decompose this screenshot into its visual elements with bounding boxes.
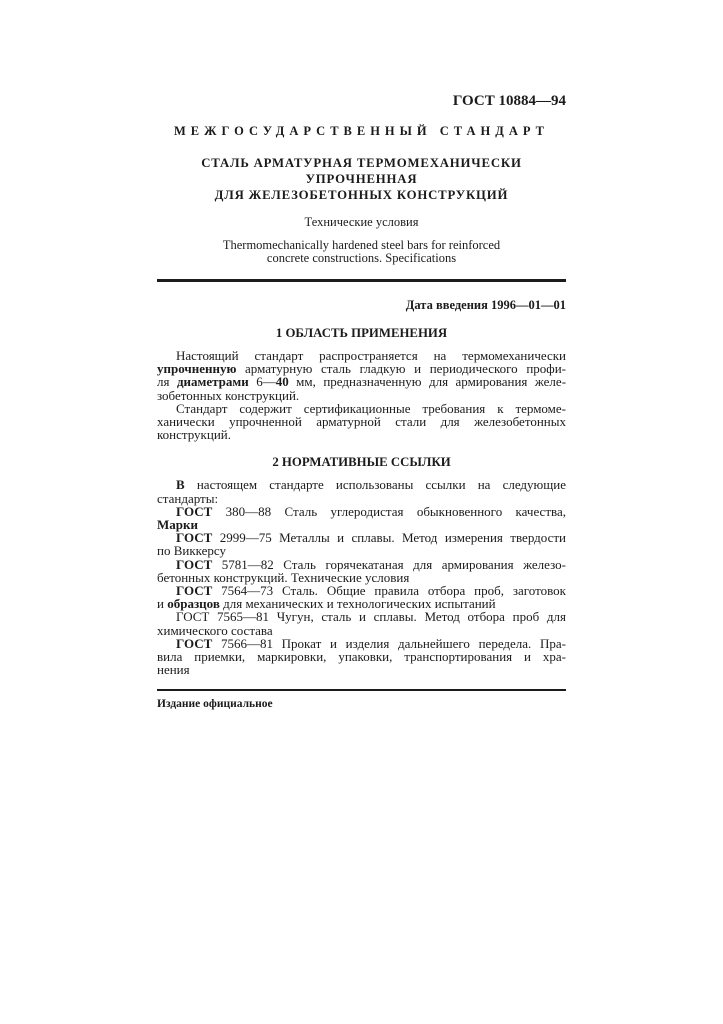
paragraph [157,558,566,584]
document-content [157,94,566,711]
text-line: нения [157,662,190,678]
paragraph [157,637,566,677]
text-line: ГОСТ 380—88 Сталь углеродистая обыкновенного качества, [176,503,566,519]
doc-number: ГОСТ 10884—94 [452,93,566,109]
text-line: ГОСТ 7565—81 Чугун, сталь и сплавы. Метод отбора проб для [176,609,566,625]
text-line: зобетонных конструкций. [157,387,300,403]
paragraph [157,610,566,636]
footer-divider-rule [157,689,566,691]
text-line: по Виккерсу [157,543,227,559]
text-line: ГОСТ 7566—81 Прокат и изделия дальнейшего передела. Пра- [176,635,566,651]
text-line: упрочненную арматурную сталь гладкую и периодического профи- [157,361,566,377]
text-line: ля диаметрами 6—40 мм, предназначенную для армирования желе- [157,374,567,390]
text-line: Настоящий стандарт распространяется на термомеханически [176,348,566,363]
subtitle-english-line: concrete constructions. Specifications [266,251,457,265]
subtitle-russian: Технические условия [304,215,419,229]
document-title [157,155,566,203]
paragraph [157,505,566,531]
section-heading: 2 НОРМАТИВНЫЕ ССЫЛКИ [272,455,451,470]
standard-type-heading: МЕЖГОСУДАРСТВЕННЫЙ СТАНДАРТ [173,124,550,138]
text-line: конструкций. [157,427,231,443]
text-line: ханически упрочненной арматурной стали для железобетонных [157,414,566,430]
sections-container [157,326,566,676]
paragraph [157,349,566,402]
subtitle-english [157,239,566,265]
text-line: Стандарт содержит сертификационные требования к термоме- [176,400,566,416]
subtitle-english-line: Thermomechanically hardened steel bars for reinforced [222,238,501,252]
text-line: стандарты: [157,490,219,506]
paragraph [157,584,566,610]
text-line: вила приемки, маркировки, упаковки, транспортирования и хра- [157,649,566,665]
edition-note: Издание официальное [157,698,273,711]
document-title-line: СТАЛЬ АРМАТУРНАЯ ТЕРМОМЕХАНИЧЕСКИ УПРОЧНЕННАЯ [201,156,522,186]
top-divider-rule [157,279,566,282]
paragraph [157,478,566,504]
text-line: Марки [157,517,198,533]
text-line: В настоящем стандарте использованы ссылки на следующие [176,477,566,493]
text-line: бетонных конструкций. Технические условия [157,569,410,585]
section-heading: 1 ОБЛАСТЬ ПРИМЕНЕНИЯ [275,326,448,340]
text-line: и образцов для механических и технологических испытаний [157,596,496,612]
paragraph [157,402,566,442]
text-line: ГОСТ 2999—75 Металлы и сплавы. Метод измерения твердости [176,530,566,546]
document-title-line: ДЛЯ ЖЕЛЕЗОБЕТОННЫХ КОНСТРУКЦИЙ [214,188,509,202]
text-line: химического состава [157,622,273,638]
paragraph [157,531,566,557]
text-line: ГОСТ 7564—73 Сталь. Общие правила отбора проб, заготовок [176,583,566,599]
text-line: ГОСТ 5781—82 Сталь горячекатаная для армирования железо- [176,556,566,572]
effective-date: Дата введения 1996—01—01 [405,298,566,312]
